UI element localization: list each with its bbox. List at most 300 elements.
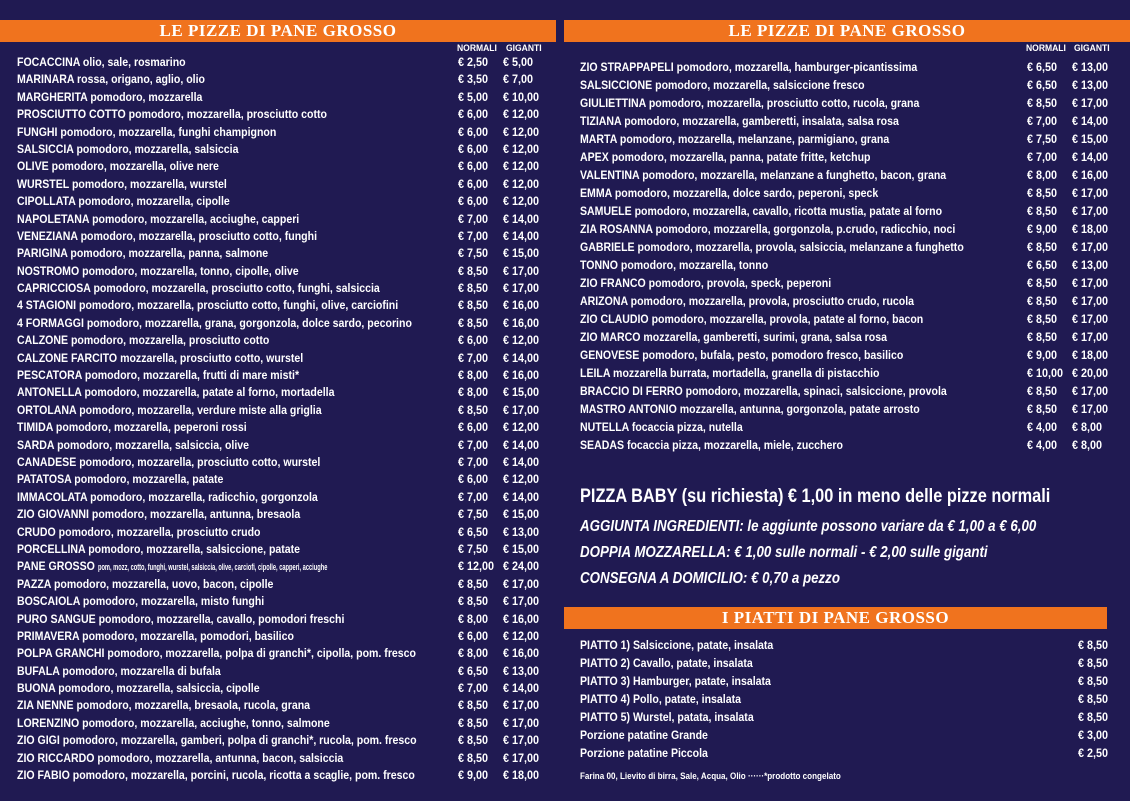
pizza-ingredients: pomodoro, mozzarella, pomodori, basilico (82, 628, 294, 643)
pizza-description (580, 364, 879, 382)
price-normali: € 8,00 (458, 646, 489, 661)
pizza-ingredients: pomodoro, mozzarella, wurstel (71, 176, 227, 191)
pizza-row (17, 593, 557, 610)
pizza-description (17, 611, 344, 628)
price-normali: € 7,00 (1027, 150, 1058, 164)
price-giganti: € 15,00 (1072, 132, 1109, 146)
pizza-row (17, 71, 557, 88)
pizza-description (17, 89, 202, 106)
pizza-name: ORTOLANA (17, 402, 77, 417)
pizza-name: BUFALA (17, 663, 60, 678)
piatto-description: Porzione patatine Grande (580, 728, 708, 742)
pizza-description (580, 292, 914, 310)
price-normali: € 7,00 (458, 489, 489, 504)
pizza-name: CRUDO (17, 524, 56, 539)
price-normali: € 8,50 (458, 315, 489, 330)
piatto-description: PIATTO 3) Hamburger, patate, insalata (580, 674, 771, 688)
pizza-name: NOSTROMO (17, 263, 80, 278)
pizza-name: PROSCIUTTO COTTO (17, 107, 126, 122)
pizza-name: ZIO MARCO (580, 330, 641, 344)
pizza-name: LORENZINO (17, 715, 80, 730)
pizza-ingredients: pomodoro, mozzarella, dolce sardo, peperoni, speck (614, 186, 879, 200)
pizza-ingredients: pomodoro, mozzarella, patate al forno, mortadella (84, 385, 335, 400)
price-giganti: € 8,00 (1072, 420, 1103, 434)
pizza-ingredients: mozzarella, prosciutto cotto, wurstel (120, 350, 304, 365)
pizza-row (580, 310, 1120, 328)
pizza-description (17, 141, 238, 158)
price-giganti: € 7,00 (503, 72, 534, 87)
price-normali: € 7,00 (458, 437, 489, 452)
price-giganti: € 14,00 (1072, 150, 1109, 164)
pizza-row (17, 628, 557, 645)
pizza-name: ANTONELLA (17, 385, 82, 400)
price-giganti: € 17,00 (1072, 384, 1109, 398)
price-giganti: € 5,00 (503, 55, 534, 69)
price-giganti: € 12,00 (503, 333, 540, 348)
pizza-name: SAMUELE (580, 204, 632, 218)
pizza-row (17, 680, 557, 697)
left-col-giganti-header: GIGANTI (506, 43, 542, 54)
pizza-name: ZIA ROSANNA (580, 222, 653, 236)
piatto-description: PIATTO 4) Pollo, patate, insalata (580, 692, 741, 706)
pizza-ingredients: rossa, origano, aglio, olio (77, 72, 205, 87)
pizza-name: FOCACCINA (17, 55, 80, 69)
pizza-name: CAPRICCIOSA (17, 281, 91, 296)
pizza-row (580, 58, 1120, 76)
piatto-price: € 8,50 (1078, 710, 1109, 724)
pizza-row (580, 148, 1120, 166)
pizza-description (17, 767, 415, 784)
pizza-name: SARDA (17, 437, 55, 452)
pizza-ingredients: pomodoro, mozzarella, prosciutto cotto (128, 107, 327, 122)
pizza-ingredients: pomodoro, mozzarella, gamberetti, insalata, salsa rosa (624, 114, 899, 128)
pizza-name: BUONA (17, 681, 56, 696)
price-giganti: € 17,00 (1072, 294, 1109, 308)
price-normali: € 7,00 (458, 454, 489, 469)
price-normali: € 6,50 (1027, 60, 1058, 74)
price-normali: € 8,50 (458, 733, 489, 748)
piatto-description: Porzione patatine Piccola (580, 746, 708, 760)
pizza-row (17, 471, 557, 488)
pizza-name: SALSICCIONE (580, 78, 653, 92)
price-giganti: € 13,00 (1072, 258, 1109, 272)
pizza-description (17, 280, 380, 297)
price-normali: € 8,50 (458, 263, 489, 278)
price-normali: € 4,00 (1027, 438, 1058, 452)
price-giganti: € 13,00 (503, 524, 540, 539)
pizza-ingredients: pomodoro, mozzarella, bresaola, rucola, grana (76, 698, 311, 713)
pizza-name: ZIO FRANCO (580, 276, 646, 290)
pizza-name: PANE GROSSO (17, 559, 95, 574)
pizza-ingredients: pomodoro, mozzarella, provola, salsiccia, melanzane a funghetto (637, 240, 964, 254)
price-giganti: € 15,00 (503, 385, 540, 400)
pizza-ingredients: mozzarella burrata, mortadella, granella di pistacchio (613, 366, 880, 380)
pizza-description (580, 130, 889, 148)
piatto-row (580, 654, 1110, 672)
price-normali: € 8,50 (458, 298, 489, 313)
price-normali: € 6,00 (458, 124, 489, 139)
price-giganti: € 12,00 (503, 141, 540, 156)
pizza-row (580, 238, 1120, 256)
pizza-description (17, 297, 398, 314)
pizza-description (580, 328, 887, 346)
price-normali: € 7,00 (458, 350, 489, 365)
pizza-name: PARIGINA (17, 246, 68, 261)
pizza-description (17, 367, 299, 384)
pizza-name: VALENTINA (580, 168, 640, 182)
price-giganti: € 14,00 (1072, 114, 1109, 128)
price-normali: € 8,50 (1027, 186, 1058, 200)
pizza-ingredients: pomodoro, mozzarella, salsiccia (76, 141, 239, 156)
pizza-row (580, 76, 1120, 94)
aggiunta-ingredienti-note: AGGIUNTA INGREDIENTI: le aggiunte possono variare da € 1,00 a € 6,00 (580, 518, 1037, 535)
price-normali: € 7,50 (458, 507, 489, 522)
pizza-name: ZIO FABIO (17, 768, 70, 783)
pizza-name: GABRIELE (580, 240, 635, 254)
price-normali: € 6,50 (458, 524, 489, 539)
pizza-ingredients: pomodoro, mozzarella, salsiccia, olive (57, 437, 250, 452)
pizza-row (17, 263, 557, 280)
pizza-ingredients: focaccia pizza, mozzarella, miele, zucchero (626, 438, 843, 452)
right-pizza-list (580, 58, 1120, 454)
pizza-description (17, 524, 260, 541)
price-giganti: € 17,00 (1072, 96, 1109, 110)
pizza-row (17, 384, 557, 401)
pizza-row (17, 245, 557, 262)
pizza-baby-note: PIZZA BABY (su richiesta) € 1,00 in meno delle pizze normali (580, 486, 1051, 507)
pizza-row (17, 419, 557, 436)
price-giganti: € 16,00 (503, 611, 540, 626)
pizza-ingredients: pomodoro, mozzarella, cipolle (78, 194, 230, 209)
price-giganti: € 12,00 (503, 628, 540, 643)
price-normali: € 8,50 (458, 698, 489, 713)
price-normali: € 5,00 (458, 89, 489, 104)
price-normali: € 8,50 (458, 281, 489, 296)
pizza-row (17, 89, 557, 106)
price-normali: € 6,00 (458, 176, 489, 191)
pizza-description (17, 558, 416, 576)
price-giganti: € 12,00 (503, 176, 540, 191)
price-normali: € 6,00 (458, 141, 489, 156)
price-giganti: € 16,00 (503, 646, 540, 661)
piatto-row (580, 744, 1110, 762)
pizza-description (17, 628, 294, 645)
pizza-description (580, 310, 923, 328)
price-normali: € 8,50 (1027, 384, 1058, 398)
price-giganti: € 17,00 (503, 750, 540, 765)
pizza-name: CIPOLLATA (17, 194, 76, 209)
pizza-description (17, 645, 416, 662)
pizza-ingredients: pomodoro, mozzarella, verdure miste alla griglia (79, 402, 322, 417)
price-giganti: € 17,00 (1072, 312, 1109, 326)
price-normali: € 6,00 (458, 628, 489, 643)
price-normali: € 9,00 (1027, 348, 1058, 362)
pizza-description (17, 332, 269, 349)
price-normali: € 7,00 (458, 681, 489, 696)
pizza-name: GIULIETTINA (580, 96, 646, 110)
pizza-description (17, 211, 299, 228)
pizza-row (17, 732, 557, 749)
price-normali: € 3,50 (458, 72, 489, 87)
pizza-row (17, 228, 557, 245)
price-normali: € 8,50 (458, 576, 489, 591)
pizza-name: BRACCIO DI FERRO (580, 384, 683, 398)
price-normali: € 7,00 (458, 228, 489, 243)
piatto-price: € 8,50 (1078, 692, 1109, 706)
pizza-name: CALZONE (17, 333, 69, 348)
pizza-name: PESCATORA (17, 368, 82, 383)
piatti-banner: I PIATTI DI PANE GROSSO (564, 607, 1107, 629)
price-normali: € 8,50 (1027, 240, 1058, 254)
pizza-description (17, 593, 264, 610)
pizza-ingredients: pom, mozz, cotto, funghi, wurstel, salsiccia, olive, carciofi, cipolle, capperi, acciughe (97, 562, 328, 573)
pizza-ingredients: pomodoro, mozzarella, tonno, cipolle, olive (82, 263, 299, 278)
price-normali: € 8,50 (458, 594, 489, 609)
pizza-description (580, 76, 865, 94)
left-menu-banner: LE PIZZE DI PANE GROSSO (0, 20, 556, 42)
price-giganti: € 17,00 (1072, 186, 1109, 200)
pizza-description (17, 454, 320, 471)
pizza-row (17, 645, 557, 662)
pizza-row (17, 280, 557, 297)
pizza-row (17, 124, 557, 141)
pizza-row (580, 184, 1120, 202)
pizza-name: ZIO RICCARDO (17, 750, 95, 765)
pizza-ingredients: pomodoro, mozzarella, frutti di mare misti* (84, 368, 300, 383)
pizza-ingredients: pomodoro, mozzarella, porcini, rucola, ricotta a scaglie, pom. fresco (72, 768, 415, 783)
pizza-description (580, 112, 899, 130)
price-normali: € 9,00 (458, 768, 489, 783)
pizza-ingredients: pomodoro, mozzarella, prosciutto crudo (58, 524, 261, 539)
pizza-ingredients: pomodoro, mozzarella, polpa di granchi*, cipolla, pom. fresco (107, 646, 416, 661)
pizza-description (17, 750, 343, 767)
pizza-row (17, 715, 557, 732)
pizza-name: 4 FORMAGGI (17, 315, 84, 330)
left-col-normali-header: NORMALI (457, 43, 497, 54)
pizza-ingredients: mozzarella, antunna, gorgonzola, patate arrosto (679, 402, 920, 416)
pizza-name: APEX (580, 150, 609, 164)
pizza-description (17, 402, 322, 419)
pizza-ingredients: pomodoro, mozzarella, cavallo, ricotta mustia, patate al forno (634, 204, 943, 218)
price-normali: € 8,50 (1027, 330, 1058, 344)
piatto-row (580, 690, 1110, 708)
pizza-row (17, 767, 557, 784)
pizza-row (17, 402, 557, 419)
piatto-description: PIATTO 1) Salsiccione, patate, insalata (580, 638, 774, 652)
price-giganti: € 16,00 (503, 368, 540, 383)
pizza-description (17, 489, 318, 506)
pizza-row (17, 558, 557, 575)
price-giganti: € 12,00 (503, 420, 540, 435)
pizza-ingredients: mozzarella, gamberetti, surimi, grana, salsa rosa (643, 330, 887, 344)
price-normali: € 7,50 (1027, 132, 1058, 146)
price-normali: € 8,50 (1027, 294, 1058, 308)
price-giganti: € 17,00 (1072, 204, 1109, 218)
price-normali: € 8,50 (1027, 312, 1058, 326)
pizza-name: PORCELLINA (17, 541, 86, 556)
price-normali: € 9,00 (1027, 222, 1058, 236)
piatto-price: € 8,50 (1078, 674, 1109, 688)
pizza-row (580, 418, 1120, 436)
pizza-row (580, 382, 1120, 400)
pizza-row (580, 94, 1120, 112)
price-giganti: € 12,00 (503, 107, 540, 122)
pizza-description (17, 158, 219, 175)
pizza-description (17, 54, 186, 71)
price-giganti: € 17,00 (1072, 276, 1109, 290)
pizza-ingredients: pomodoro, mozzarella, prosciutto cotto, funghi (80, 228, 318, 243)
pizza-row (17, 315, 557, 332)
pizza-ingredients: pomodoro, mozzarella, acciughe, capperi (92, 211, 300, 226)
pizza-row (17, 697, 557, 714)
pizza-row (17, 454, 557, 471)
piatto-price: € 2,50 (1078, 746, 1109, 760)
pizza-name: PAZZA (17, 576, 52, 591)
pizza-name: NUTELLA (580, 420, 629, 434)
price-giganti: € 12,00 (503, 472, 540, 487)
pizza-description (17, 506, 300, 523)
pizza-description (17, 541, 300, 558)
pizza-description (580, 148, 870, 166)
price-giganti: € 17,00 (1072, 402, 1109, 416)
piatto-price: € 8,50 (1078, 638, 1109, 652)
price-giganti: € 14,00 (503, 681, 540, 696)
pizza-row (17, 350, 557, 367)
pizza-description (580, 274, 831, 292)
pizza-description (580, 94, 919, 112)
pizza-name: CALZONE FARCITO (17, 350, 118, 365)
pizza-description (17, 576, 273, 593)
price-giganti: € 17,00 (503, 733, 540, 748)
pizza-row (17, 541, 557, 558)
pizza-ingredients: pomodoro, mozzarella, hamburger-picantissima (676, 60, 918, 74)
pizza-ingredients: pomodoro, mozzarella, melanzane, parmigiano, grana (619, 132, 890, 146)
pizza-ingredients: pomodoro, mozzarella, salsiccione fresco (655, 78, 865, 92)
pizza-row (17, 141, 557, 158)
pizza-description (580, 256, 768, 274)
pizza-ingredients: pomodoro, mozzarella, uovo, bacon, cipolle (53, 576, 274, 591)
pizza-row (17, 54, 557, 71)
pizza-row (17, 750, 557, 767)
price-normali: € 7,50 (458, 541, 489, 556)
pizza-row (17, 211, 557, 228)
price-giganti: € 14,00 (503, 350, 540, 365)
piatti-list (580, 636, 1110, 762)
pizza-name: MARINARA (17, 72, 75, 87)
price-giganti: € 12,00 (503, 124, 540, 139)
pizza-description (17, 106, 327, 123)
pizza-row (17, 489, 557, 506)
doppia-mozzarella-note: DOPPIA MOZZARELLA: € 1,00 sulle normali - € 2,00 sulle giganti (580, 544, 988, 561)
pizza-ingredients: pomodoro, mozzarella, peperoni rossi (55, 420, 247, 435)
price-normali: € 6,00 (458, 107, 489, 122)
piatto-row (580, 708, 1110, 726)
price-normali: € 8,00 (458, 385, 489, 400)
pizza-description (580, 220, 955, 238)
pizza-description (17, 732, 417, 749)
price-normali: € 8,50 (1027, 96, 1058, 110)
price-normali: € 10,00 (1027, 366, 1064, 380)
pizza-ingredients: pomodoro, mozzarella, grana, gorgonzola, dolce sardo, pecorino (86, 315, 412, 330)
pizza-ingredients: pomodoro, mozzarella, tonno (620, 258, 769, 272)
price-giganti: € 17,00 (1072, 240, 1109, 254)
pizza-description (17, 384, 334, 401)
pizza-row (580, 346, 1120, 364)
price-giganti: € 14,00 (503, 489, 540, 504)
pizza-ingredients: pomodoro, mozzarella, panna, patate fritte, ketchup (611, 150, 871, 164)
price-normali: € 8,50 (1027, 402, 1058, 416)
piatto-description: PIATTO 2) Cavallo, patate, insalata (580, 656, 753, 670)
pizza-name: VENEZIANA (17, 228, 78, 243)
price-normali: € 6,00 (458, 420, 489, 435)
pizza-row (17, 158, 557, 175)
pizza-row (580, 202, 1120, 220)
price-giganti: € 13,00 (1072, 78, 1109, 92)
pizza-name: TIMIDA (17, 420, 53, 435)
pizza-name: ZIA NENNE (17, 698, 74, 713)
pizza-row (580, 130, 1120, 148)
price-normali: € 6,00 (458, 333, 489, 348)
pizza-ingredients: pomodoro, mozzarella, prosciutto cotto, wurstel (79, 454, 321, 469)
pizza-row (580, 328, 1120, 346)
left-pizza-list (17, 54, 557, 784)
price-giganti: € 14,00 (503, 228, 540, 243)
pizza-row (17, 193, 557, 210)
pizza-ingredients: pomodoro, mozzarella, prosciutto cotto, funghi, olive, carciofini (79, 298, 399, 313)
pizza-name: MASTRO ANTONIO (580, 402, 677, 416)
pizza-description (17, 419, 247, 436)
pizza-name: BOSCAIOLA (17, 594, 80, 609)
pizza-name: SALSICCIA (17, 141, 74, 156)
price-giganti: € 24,00 (503, 559, 540, 574)
pizza-ingredients: pomodoro, mozzarella, prosciutto cotto, funghi, salsiccia (93, 281, 380, 296)
pizza-description (17, 437, 249, 454)
pizza-row (580, 274, 1120, 292)
pizza-ingredients: pomodoro, mozzarella, olive nere (51, 159, 219, 174)
price-normali: € 8,00 (458, 368, 489, 383)
pizza-row (580, 292, 1120, 310)
pizza-ingredients: focaccia pizza, nutella (631, 420, 743, 434)
price-giganti: € 17,00 (1072, 330, 1109, 344)
pizza-row (17, 176, 557, 193)
pizza-ingredients: pomodoro, mozzarella, provola, patate al forno, bacon (651, 312, 924, 326)
pizza-row (580, 166, 1120, 184)
pizza-name: ZIO STRAPPAPELI (580, 60, 674, 74)
price-normali: € 6,00 (458, 159, 489, 174)
pizza-ingredients: pomodoro, mozzarella, prosciutto cotto, rucola, grana (648, 96, 920, 110)
piatto-row (580, 672, 1110, 690)
price-normali: € 8,00 (458, 611, 489, 626)
pizza-description (17, 245, 268, 262)
pizza-row (17, 663, 557, 680)
price-giganti: € 13,00 (503, 663, 540, 678)
pizza-ingredients: pomodoro, mozzarella, prosciutto cotto (70, 333, 270, 348)
consegna-domicilio-note: CONSEGNA A DOMICILIO: € 0,70 a pezzo (580, 570, 840, 587)
pizza-name: ARIZONA (580, 294, 628, 308)
price-normali: € 6,50 (1027, 78, 1058, 92)
pizza-ingredients: pomodoro, mozzarella, antunna, bacon, salsiccia (97, 750, 344, 765)
ingredients-footnote: Farina 00, Lievito di birra, Sale, Acqua, Olio ······*prodotto congelato (580, 771, 841, 782)
price-giganti: € 14,00 (503, 454, 540, 469)
price-normali: € 8,50 (1027, 204, 1058, 218)
price-normali: € 8,50 (1027, 276, 1058, 290)
pizza-row (17, 367, 557, 384)
price-normali: € 6,50 (458, 663, 489, 678)
pizza-description (17, 680, 260, 697)
price-giganti: € 17,00 (503, 281, 540, 296)
pizza-row (580, 436, 1120, 454)
pizza-name: FUNGHI (17, 124, 58, 139)
